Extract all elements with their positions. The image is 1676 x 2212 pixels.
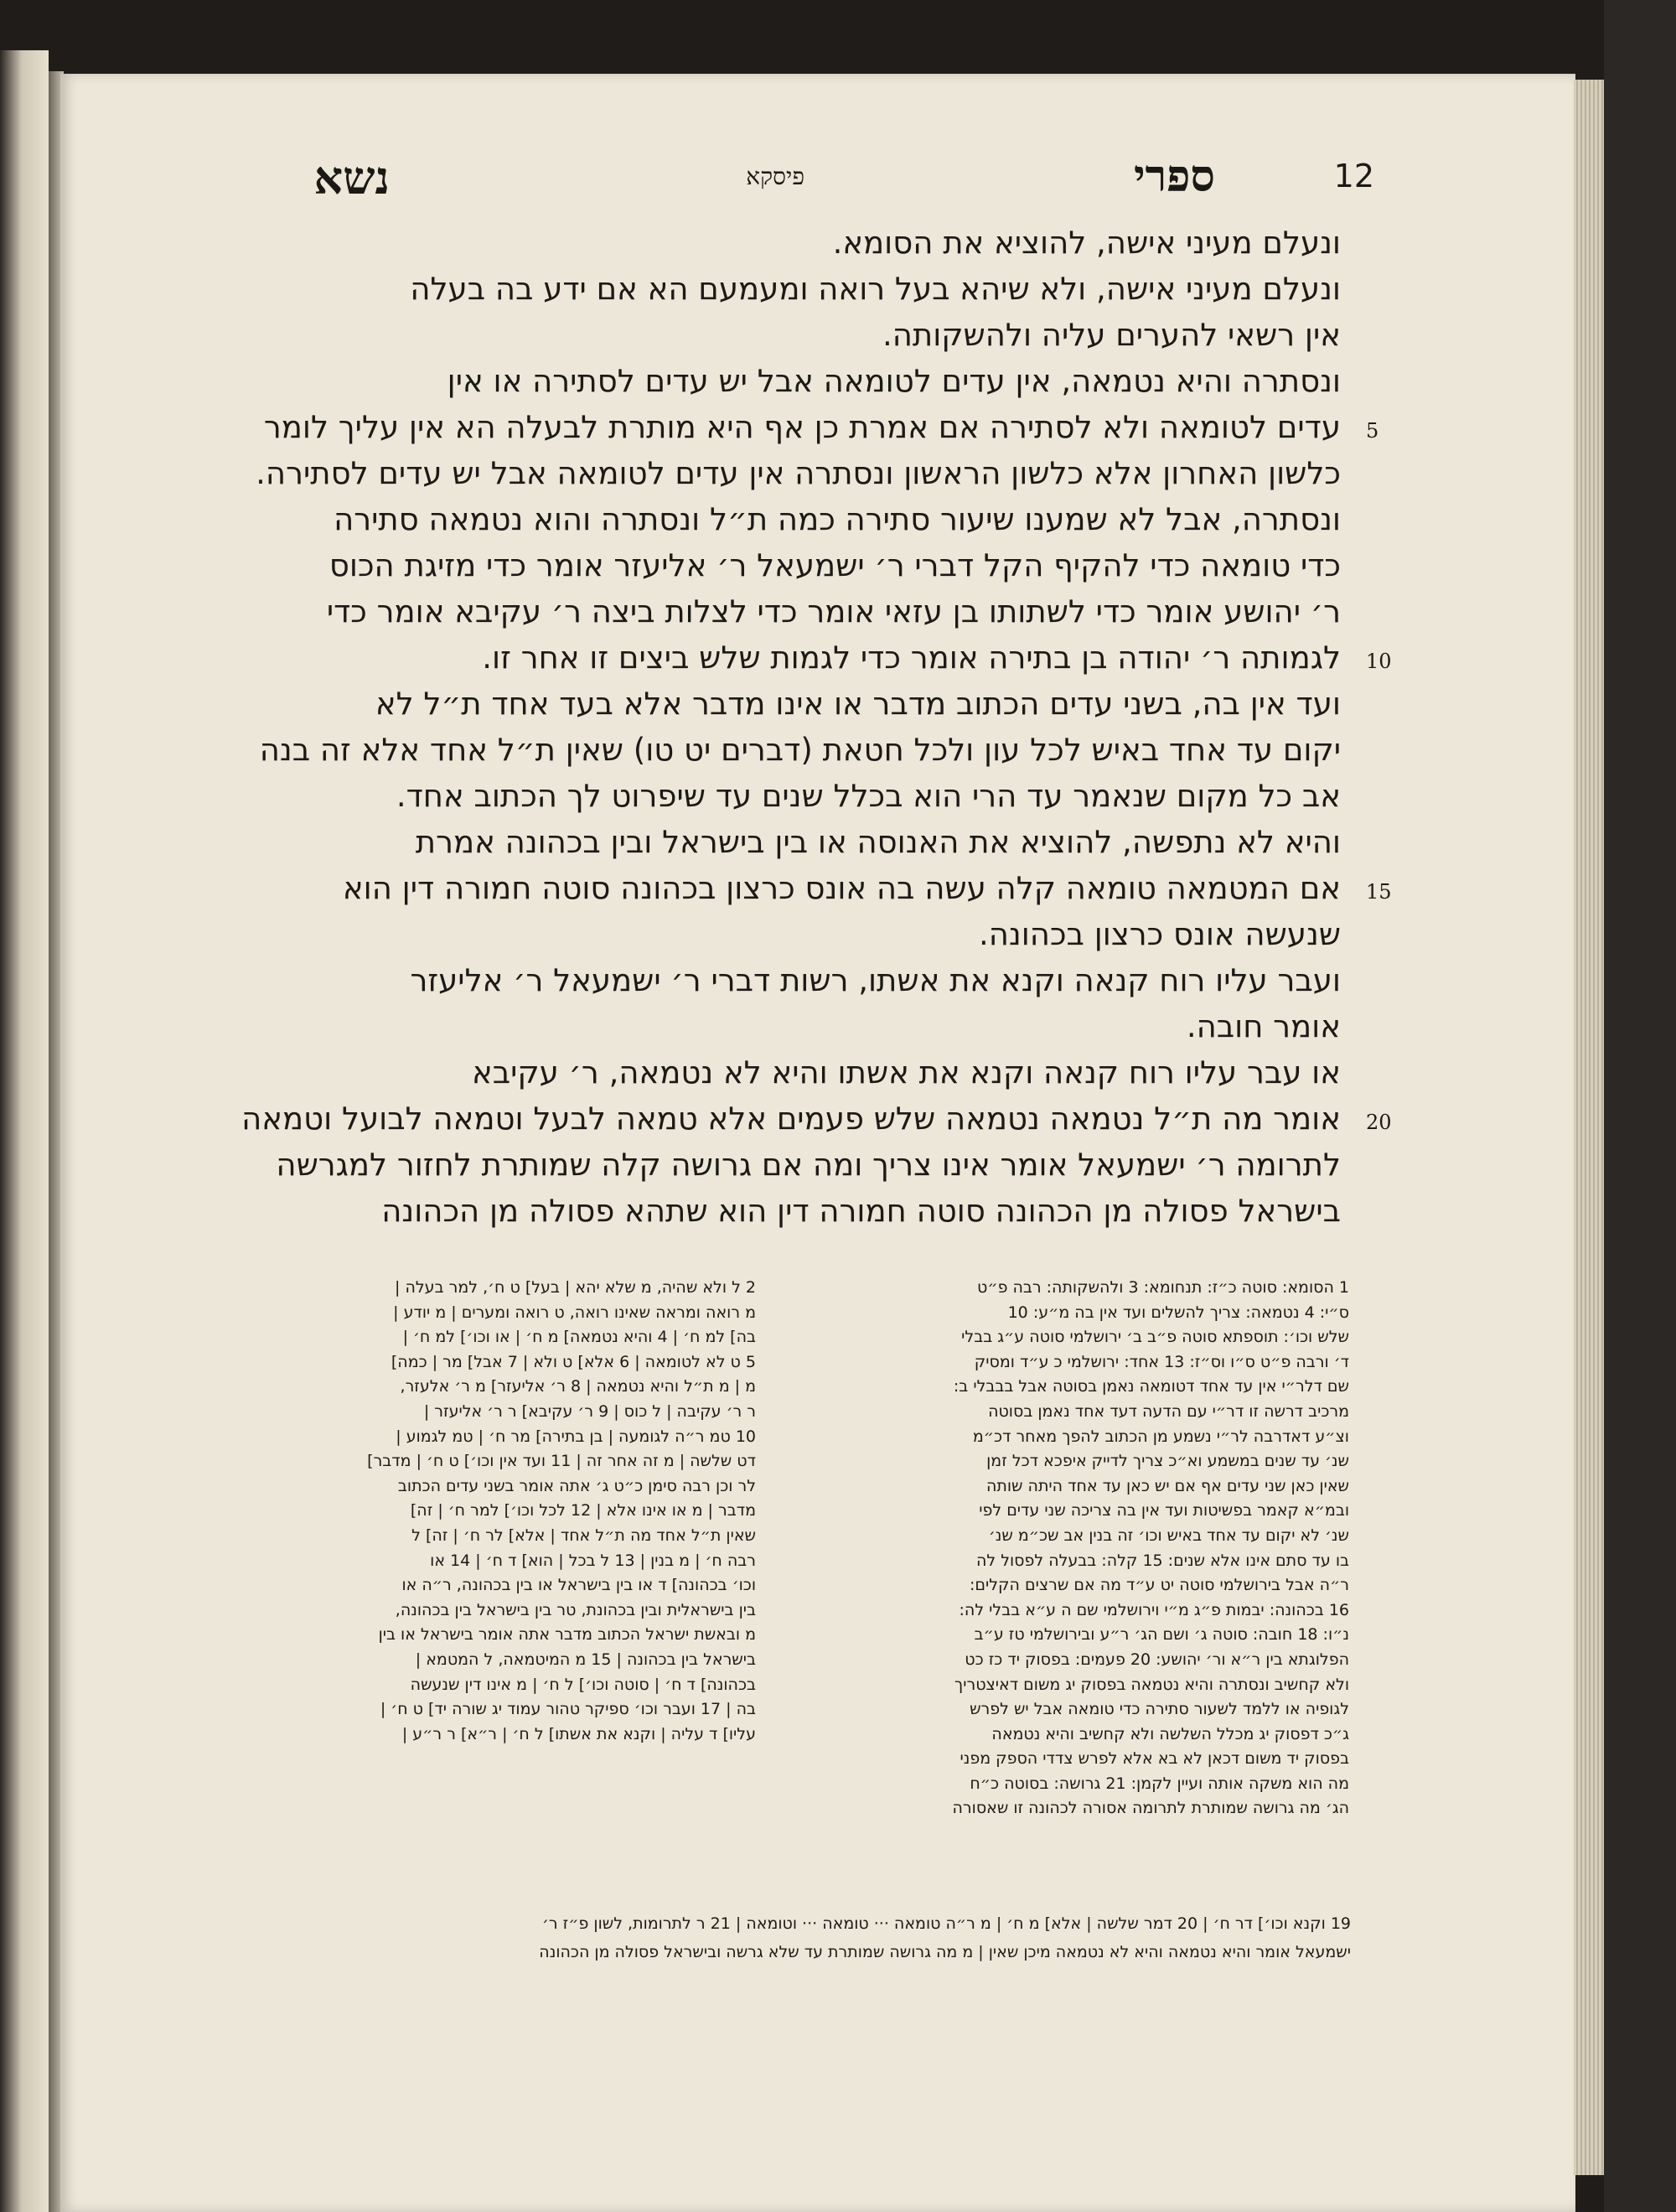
text-line: יקום עד אחד באיש לכל עון ולכל חטאת (דברים יט טו) שאין ת״ל אחד אלא זה בנה <box>259 732 1341 768</box>
text-line: כלשון האחרון אלא כלשון הראשון ונסתרה אין עדים לטומאה אבל יש עדים לסתירה. <box>256 455 1341 491</box>
page-number: 12 <box>1333 158 1374 194</box>
text-line: ר׳ יהושע אומר כדי לשתותו בן עזאי אומר כדי לצלות ביצה ר׳ עקיבא אומר כדי <box>326 593 1341 629</box>
text-line: שנעשה אונס כרצון בכהונה. <box>978 916 1341 952</box>
variant-line: ישמעאל אומר והיא נטמאה והיא לא נטמאה מיכן שאין | מ מה גרושה שמותרת עד שלא גרשה ובישראל פסולה מן הכהונה <box>539 1943 1351 1961</box>
variant-line: בין בישראלית ובין בכהונת, טר בין בישראל בין בכהונה, <box>395 1600 756 1619</box>
variant-line: וכו׳ בכהונה] ד או בין בישראל או בין בכהונה, ר״ה או <box>401 1576 756 1595</box>
variant-line: 10 טמ ר״ה לגומעה | בן בתירה] מר ח׳ | טמ לגמוע | <box>396 1427 756 1446</box>
text-line: ונסתרה, אבל לא שמענו שיעור סתירה כמה ת״ל ונסתרה והוא נטמאה סתירה <box>334 501 1341 537</box>
note-line: מרכיב דרשה זו דר״י עם הדעה דעד אחד נאמן בסוטה <box>988 1401 1349 1421</box>
text-line: אב כל מקום שנאמר עד הרי הוא בכלל שנים עד שיפרוט לך הכתוב אחד. <box>396 778 1341 814</box>
text-line: ונסתרה והיא נטמאה, אין עדים לטומאה אבל יש עדים לסתירה או אין <box>447 363 1341 399</box>
right-cover-board <box>1604 0 1676 2212</box>
text-line: עדים לטומאה ולא לסתירה אם אמרת כן אף היא מותרת לבעלה הא אין עליך לומר <box>263 409 1341 445</box>
note-line: הג׳ מה גרושה שמותרת לתרומה אסורה לכהונה זו שאסורה <box>952 1799 1349 1818</box>
text-line: ונעלם מעיני אישה, להוציא את הסומא. <box>832 225 1341 261</box>
text-line: בישראל פסולה מן הכהונה סוטה חמורה דין הוא שתהא פסולה מן הכהונה <box>381 1193 1341 1229</box>
notes-left-column <box>220 1276 756 1747</box>
text-line: אם המטמאה טומאה קלה עשה בה אונס כרצון בכהונה סוטה חמורה דין הוא <box>342 870 1341 906</box>
notes-right-column <box>813 1276 1349 1821</box>
note-line: נ״ו: 18 חובה: סוטה ג׳ ושם הג׳ ר״ע ובירושלמי טז ע״ב <box>974 1625 1349 1645</box>
variant-line: רבה ח׳ | מ בנין | 13 ל בכל | הוא] ד ח׳ | 14 או <box>430 1551 756 1570</box>
main-text <box>218 220 1341 1234</box>
variant-line: לר וכן רבה סימן כ״ט ג׳ אתה אומר בשני עדים הכתוב <box>397 1476 756 1495</box>
text-line: אומר מה ת״ל נטמאה נטמאה שלש פעמים אלא טמאה לבעל וטמאה לבועל וטמאה <box>241 1101 1341 1137</box>
note-line: ג״כ דפסוק יג מכלל השלשה ולא קחשיב והיא נטמאה <box>991 1724 1349 1743</box>
variant-line: מ רואה ומראה שאינו רואה, ט רואה ומערים | מ יודע | <box>393 1303 756 1322</box>
section-label: פיסקא <box>746 163 804 190</box>
line-number: 20 <box>1366 1111 1392 1134</box>
note-line: וצ״ע דאדרבה לר״י נשמע מן הכתוב להפך מאחר דכ״מ <box>972 1427 1349 1446</box>
note-line: 1 הסומא: סוטה כ״ז: תנחומא: 3 ולהשקותה: רבה פ״ט <box>977 1278 1349 1297</box>
note-line: 16 בכהונה: יבמות פ״ג מ״י וירושלמי שם ה ע״א בבלי לה: <box>959 1600 1349 1619</box>
variant-line: 19 וקנא וכו׳] דר ח׳ | 20 דמר שלשה | אלא] מ ח׳ | מ ר״ה טומאה ··· טומאה ··· וטומאה | 21 ר לתרומות, לשון פ״ז ר׳ <box>542 1914 1351 1933</box>
variant-line: ר ר׳ עקיבה | ל כוס | 9 ר׳ עקיבא] ר ר׳ אליעזר | <box>423 1401 756 1421</box>
note-line: מה הוא משקה אותה ועיין לקמן: 21 גרושה: בסוטה כ״ח <box>970 1774 1349 1793</box>
text-line: ועבר עליו רוח קנאה וקנא את אשתו, רשות דברי ר׳ ישמעאל ר׳ אליעזר <box>410 962 1341 998</box>
note-line: ס״י: 4 נטמאה: צריך להשלים ועד אין בה מ״ע: 10 <box>1007 1303 1349 1322</box>
line-number: 10 <box>1366 650 1392 673</box>
line-number: 15 <box>1366 880 1392 904</box>
left-page-edge <box>0 50 49 2212</box>
variant-line: מ | מ ת״ל והיא נטמאה | 8 ר׳ אליעזר] מ ר׳ אלעזר, <box>400 1377 756 1396</box>
text-line: לתרומה ר׳ ישמעאל אומר אינו צריך ומה אם גרושה קלה שמותרת לחזור למגרשה <box>276 1147 1341 1183</box>
note-line: לגופיה או ללמד לשעור סתירה כדי טומאה אבל יש לפרש <box>970 1700 1349 1719</box>
variant-line: בה | 17 ועבר וכו׳ ספיקר טהור עמוד יג שורה יד] ט ח׳ | <box>380 1700 756 1719</box>
note-line: שנ׳ עד שנים במשמע וא״כ צריך לדייק איפכא דכל זמן <box>986 1452 1349 1471</box>
page-edges <box>1574 80 1604 2175</box>
note-line: ולא קחשיב ונסתרה והיא נטמאה בפסוק יג משום דאיצטריך <box>954 1675 1349 1694</box>
text-line: לגמותה ר׳ יהודה בן בתירה אומר כדי לגמות שלש ביצים זו אחר זו. <box>482 640 1341 676</box>
text-line: אומר חובה. <box>1186 1008 1341 1044</box>
note-line: הפלוגתא בין ר״א ור׳ יהושע: 20 פעמים: בפסוק יד כז כט <box>965 1650 1349 1669</box>
note-line: ד׳ ורבה פ״ט ס״ו וס״ז: 13 אחד: ירושלמי כ ע״ד ומסיק <box>974 1352 1349 1371</box>
running-header <box>126 151 1374 210</box>
note-line: שם דלר״י אין עד אחד דטומאה נאמן בסוטה אבל בבבלי ב: <box>953 1377 1349 1396</box>
note-line: בפסוק יד משום דכאן לא בא אלא לפרש צדדי הספק מפני <box>960 1749 1349 1769</box>
variant-line: בכהונה] ד ח׳ | סוטה וכו׳] ל ח׳ | מ אינו דין שנעשה <box>410 1675 756 1694</box>
text-line: או עבר עליו רוח קנאה וקנא את אשתו והיא לא נטמאה, ר׳ עקיבא <box>471 1054 1341 1090</box>
notes-bottom <box>220 1909 1351 1966</box>
variant-line: בה] למ ח׳ | 4 והיא נטמאה] מ ח׳ | או וכו׳] למ ח׳ | <box>402 1328 756 1347</box>
parasha-title: נשא <box>313 151 390 205</box>
note-line: ובמ״א קאמר בפשיטות ועד אין בה צריכה שני עדים לפי <box>979 1501 1349 1520</box>
variant-line: מדבר | מ או אינו אלא | 12 לכל וכו׳] למר ח׳ | זה] <box>410 1501 756 1520</box>
variant-line: שאין ת״ל אחד מה ת״ל אחד | אלא] לר ח׳ | זה] ל <box>411 1526 756 1545</box>
text-line: כדי טומאה כדי להקיף הקל דברי ר׳ ישמעאל ר׳ אליעזר אומר כדי מזיגת הכוס <box>328 547 1341 583</box>
variant-line: בישראל בין בכהונה | 15 מ המיטמאה, ל המטמא | <box>415 1650 756 1669</box>
variant-line: דט שלשה | מ זה אחר זה | 11 ועד אין וכו׳] ט ח׳ | מדבר] <box>367 1452 756 1471</box>
variant-line: מ ובאשת ישראל הכתוב מדבר אתה אומר בישראל או בין <box>378 1625 756 1645</box>
text-line: ועד אין בה, בשני עדים הכתוב מדבר או אינו מדבר אלא בעד אחד ת״ל לא <box>375 686 1341 722</box>
note-line: בו עד סתם אינו אלא שנים: 15 קלה: בבעלה לפסול לה <box>975 1551 1349 1570</box>
note-line: שנ׳ לא יקום עד אחד באיש וכו׳ זה בנין אב שכ״מ שנ׳ <box>988 1526 1349 1545</box>
note-line: ר״ה אבל בירושלמי סוטה יט ע״ד מה אם שרצים הקלים: <box>970 1576 1349 1595</box>
variant-line: עליו] ד עליה | וקנא את אשתו] ל ח׳ | ר״א] ר ר״ע | <box>401 1724 756 1743</box>
note-line: שאין כאן שני עדים אף אם יש כאן עד אחד היתה שותה <box>985 1476 1349 1495</box>
book-title: ספרי <box>1133 151 1215 202</box>
text-line: אין רשאי להערים עליה ולהשקותה. <box>882 317 1341 353</box>
text-line: ונעלם מעיני אישה, ולא שיהא בעל רואה ומעמעם הא אם ידע בה בעלה <box>410 271 1341 307</box>
text-line: והיא לא נתפשה, להוציא את האנוסה או בין בישראל ובין בכהונה אמרת <box>415 824 1341 860</box>
line-number: 5 <box>1366 419 1379 443</box>
variant-line: 5 ט לא לטומאה | 6 אלא] ט ולא | 7 אבל] מר | כמה] <box>391 1352 756 1371</box>
note-line: שלש וכו׳: תוספתא סוטה פ״ב ב׳ ירושלמי סוטה ע״ג בבלי <box>961 1328 1349 1347</box>
variant-line: 2 ל ולא שהיה, מ שלא יהא | בעל] ט ח׳, למר בעלה | <box>395 1278 756 1297</box>
